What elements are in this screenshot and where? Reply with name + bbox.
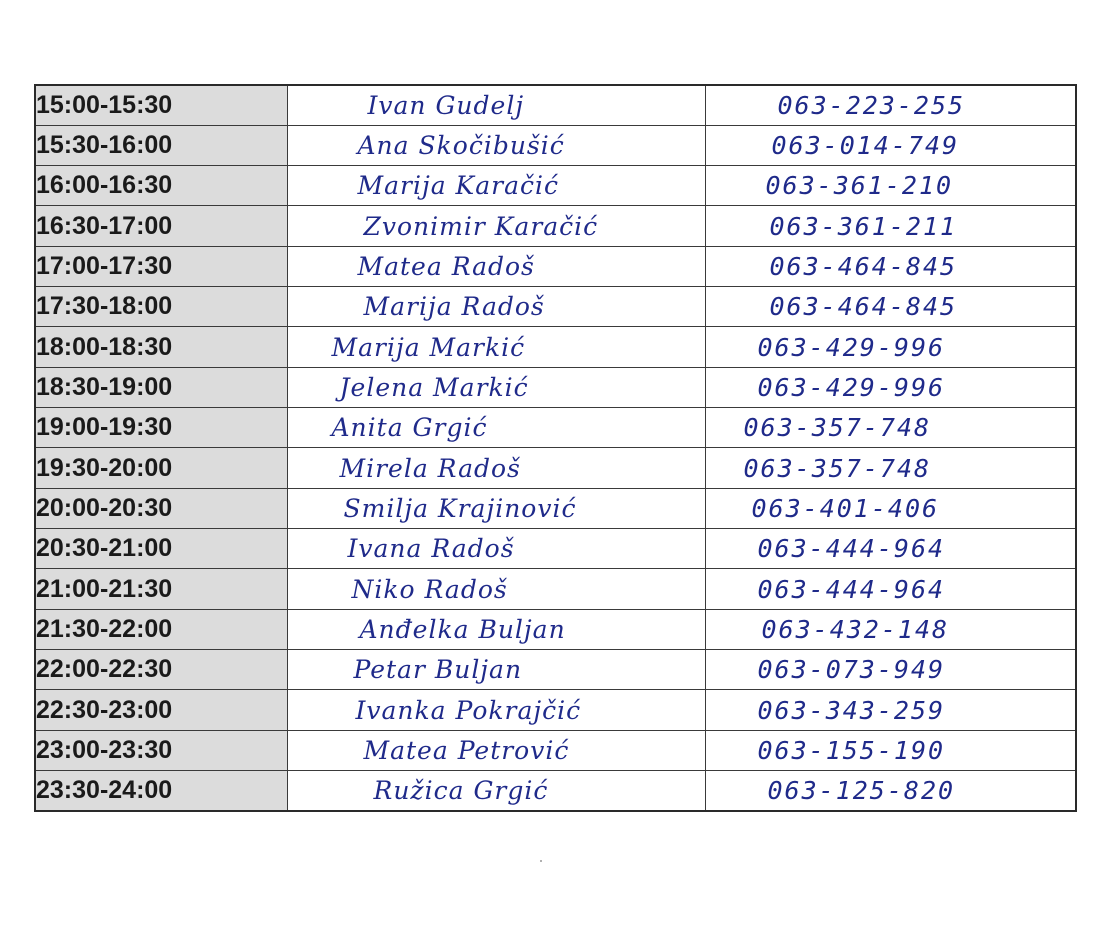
time-slot-cell: 17:00-17:30: [35, 246, 287, 286]
time-slot-cell: 16:00-16:30: [35, 166, 287, 206]
phone-cell: 063-401-406: [705, 488, 1076, 528]
table-row: [35, 650, 1076, 690]
table-row: [35, 609, 1076, 649]
time-slot-cell: 20:30-21:00: [35, 529, 287, 569]
phone-cell: 063-444-964: [705, 529, 1076, 569]
table-row: [35, 287, 1076, 327]
phone-cell: 063-343-259: [705, 690, 1076, 730]
table-row: [35, 85, 1076, 125]
time-slot-cell: 19:00-19:30: [35, 408, 287, 448]
name-cell: Anđelka Buljan: [287, 609, 705, 649]
name-cell: Smiljа Krajinović: [287, 488, 705, 528]
name-cell: Anita Grgić: [287, 408, 705, 448]
table-row: [35, 569, 1076, 609]
table-row: [35, 206, 1076, 246]
table-row: [35, 125, 1076, 165]
name-cell: Ružica Grgić: [287, 771, 705, 811]
time-slot-cell: 23:30-24:00: [35, 771, 287, 811]
time-slot-cell: 17:30-18:00: [35, 287, 287, 327]
phone-cell: 063-014-749: [705, 125, 1076, 165]
name-cell: Marija Karačić: [287, 166, 705, 206]
schedule-rows: [35, 85, 1076, 811]
phone-cell: 063-432-148: [705, 609, 1076, 649]
table-row: [35, 327, 1076, 367]
name-cell: Matea Petrović: [287, 730, 705, 770]
time-slot-cell: 20:00-20:30: [35, 488, 287, 528]
time-slot-cell: 18:30-19:00: [35, 367, 287, 407]
table-row: [35, 166, 1076, 206]
name-cell: Petar Buljan: [287, 650, 705, 690]
table-row: [35, 246, 1076, 286]
table-row: [35, 367, 1076, 407]
time-slot-cell: 15:30-16:00: [35, 125, 287, 165]
time-slot-cell: 15:00-15:30: [35, 85, 287, 125]
name-cell: Matea Radoš: [287, 246, 705, 286]
name-cell: Niko Radoš: [287, 569, 705, 609]
name-cell: Ivan Gudelj: [287, 85, 705, 125]
name-cell: Marija Radoš: [287, 287, 705, 327]
name-cell: Ivanka Pokrajčić: [287, 690, 705, 730]
name-cell: Mirela Radoš: [287, 448, 705, 488]
time-slot-cell: 18:00-18:30: [35, 327, 287, 367]
phone-cell: 063-155-190: [705, 730, 1076, 770]
table-row: [35, 408, 1076, 448]
phone-cell: 063-357-748: [705, 408, 1076, 448]
phone-cell: 063-464-845: [705, 246, 1076, 286]
name-cell: Zvonimir Karačić: [287, 206, 705, 246]
time-slot-cell: 22:30-23:00: [35, 690, 287, 730]
time-slot-cell: 19:30-20:00: [35, 448, 287, 488]
phone-cell: 063-429-996: [705, 327, 1076, 367]
phone-cell: 063-444-964: [705, 569, 1076, 609]
name-cell: Jelena Markić: [287, 367, 705, 407]
time-slot-cell: 21:00-21:30: [35, 569, 287, 609]
phone-cell: 063-361-210: [705, 166, 1076, 206]
phone-cell: 063-361-211: [705, 206, 1076, 246]
table-row: [35, 448, 1076, 488]
time-slot-cell: 22:00-22:30: [35, 650, 287, 690]
phone-cell: 063-429-996: [705, 367, 1076, 407]
time-slot-cell: 21:30-22:00: [35, 609, 287, 649]
time-slot-cell: 23:00-23:30: [35, 730, 287, 770]
table-row: [35, 529, 1076, 569]
phone-cell: 063-125-820: [705, 771, 1076, 811]
phone-cell: 063-223-255: [705, 85, 1076, 125]
time-slot-cell: 16:30-17:00: [35, 206, 287, 246]
name-cell: Marija Markić: [287, 327, 705, 367]
table-row: [35, 690, 1076, 730]
table-row: [35, 730, 1076, 770]
table-row: [35, 488, 1076, 528]
schedule-table: [34, 84, 1077, 812]
schedule-sheet: [34, 84, 1077, 812]
phone-cell: 063-464-845: [705, 287, 1076, 327]
table-row: [35, 771, 1076, 811]
phone-cell: 063-357-748: [705, 448, 1076, 488]
paper-speck: [540, 860, 542, 862]
name-cell: Ivana Radoš: [287, 529, 705, 569]
name-cell: Ana Skočibušić: [287, 125, 705, 165]
phone-cell: 063-073-949: [705, 650, 1076, 690]
